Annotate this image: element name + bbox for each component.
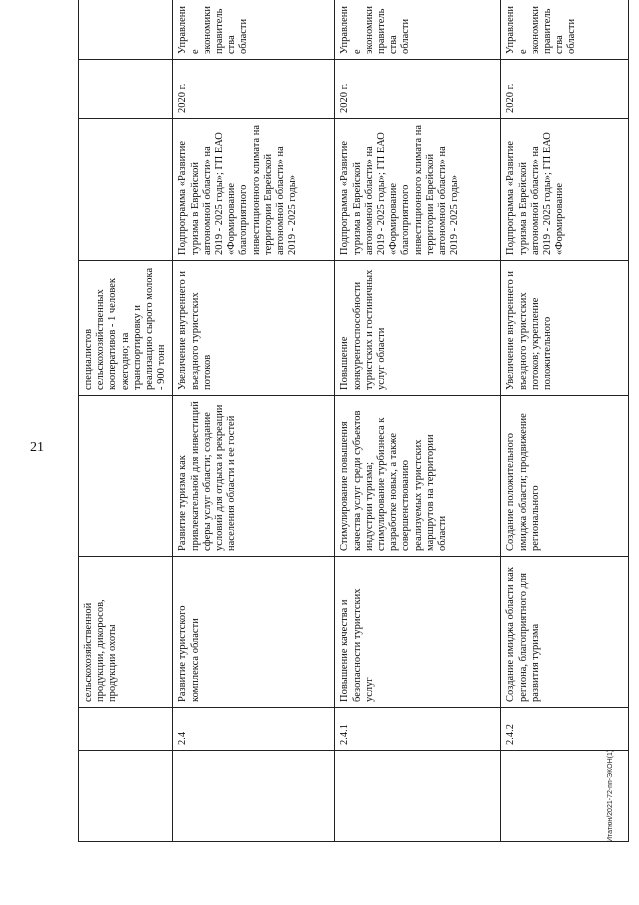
blank-cell [335,751,501,842]
row-num: 2.4.1 [335,708,501,751]
row-program: Подпрограмма «Развитие туризма в Еврейской автономной области» на 2019 - 2025 годы»; ГП ЕАО «Формирование благоприятного инвестиционного климата на территории Еврейской автономной области» на 2019 - 2025 годы» [173,119,335,261]
row-name: сельскохозяйственной продукции, дикоросов, продукции охоты [79,557,173,708]
row-year: 2020 г. [501,60,629,119]
table-row [335,0,501,842]
row-num [79,708,173,751]
rotated-page [78,0,627,842]
measures-table [78,0,629,842]
row-executor: Управление экономики правительства области [335,0,501,60]
blank-cell [79,751,173,842]
row-program: Подпрограмма «Развитие туризма в Еврейской автономной области» на 2019 - 2025 годы»; ГП ЕАО «Формирование благоприятного инвестиционного климата на территории Еврейской автономной области» на 2019 - 2025 годы» [335,119,501,261]
blank-cell [173,751,335,842]
row-name: Развитие туристского комплекса области [173,557,335,708]
row-task: Развитие туризма как привлекательной для инвестиций сферы услуг области; создание условий для отдыха и рекреации населения области и ее гостей [173,396,335,557]
row-result: Увеличение внутреннего и въездного туристских потоков [173,261,335,396]
row-year [79,60,173,119]
row-executor: Управление экономики правительства области [501,0,629,60]
row-num: 2.4.2 [501,708,629,751]
table-row [501,0,629,842]
table-row [173,0,335,842]
row-year: 2020 г. [173,60,335,119]
row-program [79,119,173,261]
row-year: 2020 г. [335,60,501,119]
row-result: специалистов сельскохозяйственных кооперативов - 1 человек ежегодно; на транспортировку и реализацию сырого молока - 900 тонн [79,261,173,396]
row-num: 2.4 [173,708,335,751]
row-executor [79,0,173,60]
row-executor: Управление экономики правительства области [173,0,335,60]
row-task: Стимулирование повышения качества услуг среди субъектов индустрии туризма; стимулирование турбизнеса к разработке новых, а также совершенствованию реализуемых туристских маршрутов на территории области [335,396,501,557]
row-name: Повышение качества и безопасности туристских услуг [335,557,501,708]
row-program: Подпрограмма «Развитие туризма в Еврейской автономной области» на 2019 - 2025 годы»; ГП ЕАО «Формирование [501,119,629,261]
page-number: 21 [30,440,44,455]
table-row [79,0,173,842]
row-task: Создание положительного имиджа области; продвижение регионального [501,396,629,557]
row-result: Увеличение внутреннего и въездного туристских потоков; укрепление положительного [501,261,629,396]
footer-stamp: Итатюн/2021-72-пп-ЭКОН(1) [607,749,614,842]
row-name: Создание имиджа области как региона, благоприятного для развития туризма [501,557,629,708]
row-result: Повышение конкурентоспособности туристских и гостиничных услуг области [335,261,501,396]
row-task [79,396,173,557]
